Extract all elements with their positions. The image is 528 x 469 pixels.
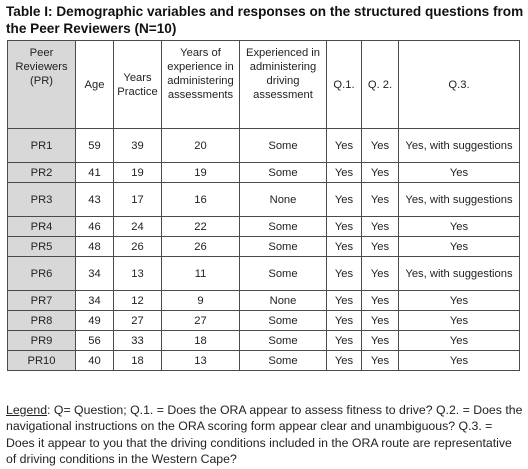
cell-driving-experience: Some — [240, 331, 327, 351]
header-q1: Q.1. — [327, 41, 362, 129]
cell-q2: Yes — [362, 183, 399, 217]
cell-q3: Yes — [399, 217, 520, 237]
cell-age: 43 — [76, 183, 114, 217]
cell-reviewer: PR3 — [8, 183, 76, 217]
cell-age: 49 — [76, 311, 114, 331]
table-row — [8, 257, 520, 291]
cell-reviewer: PR5 — [8, 237, 76, 257]
cell-age: 46 — [76, 217, 114, 237]
cell-years-experience: 26 — [162, 237, 240, 257]
cell-q3: Yes, with suggestions — [399, 257, 520, 291]
cell-years-experience: 19 — [162, 163, 240, 183]
cell-q1: Yes — [327, 331, 362, 351]
cell-q1: Yes — [327, 351, 362, 371]
cell-driving-experience: Some — [240, 351, 327, 371]
cell-q1: Yes — [327, 237, 362, 257]
cell-q1: Yes — [327, 291, 362, 311]
cell-q3: Yes, with suggestions — [399, 183, 520, 217]
cell-age: 41 — [76, 163, 114, 183]
header-q3: Q.3. — [399, 41, 520, 129]
cell-years-practice: 19 — [114, 163, 162, 183]
cell-years-experience: 9 — [162, 291, 240, 311]
cell-years-experience: 13 — [162, 351, 240, 371]
table-legend — [6, 402, 524, 467]
cell-q2: Yes — [362, 291, 399, 311]
cell-driving-experience: Some — [240, 311, 327, 331]
cell-reviewer: PR10 — [8, 351, 76, 371]
table-row — [8, 237, 520, 257]
cell-q1: Yes — [327, 257, 362, 291]
table-row — [8, 217, 520, 237]
reviewer-table — [7, 40, 520, 371]
table-row — [8, 183, 520, 217]
cell-q3: Yes — [399, 237, 520, 257]
cell-reviewer: PR1 — [8, 129, 76, 163]
cell-q3: Yes — [399, 331, 520, 351]
cell-age: 40 — [76, 351, 114, 371]
cell-years-practice: 24 — [114, 217, 162, 237]
cell-age: 34 — [76, 291, 114, 311]
cell-q2: Yes — [362, 237, 399, 257]
header-age: Age — [76, 41, 114, 129]
cell-q1: Yes — [327, 129, 362, 163]
cell-q1: Yes — [327, 311, 362, 331]
cell-reviewer: PR6 — [8, 257, 76, 291]
cell-q3: Yes — [399, 351, 520, 371]
cell-age: 48 — [76, 237, 114, 257]
cell-q1: Yes — [327, 183, 362, 217]
cell-years-practice: 27 — [114, 311, 162, 331]
cell-q1: Yes — [327, 163, 362, 183]
cell-q3: Yes — [399, 291, 520, 311]
cell-driving-experience: None — [240, 183, 327, 217]
legend-label: Legend — [6, 403, 48, 417]
header-years-experience: Years of experience in administering assessments — [162, 41, 240, 129]
cell-years-practice: 26 — [114, 237, 162, 257]
cell-reviewer: PR4 — [8, 217, 76, 237]
cell-years-practice: 39 — [114, 129, 162, 163]
cell-q2: Yes — [362, 129, 399, 163]
cell-reviewer: PR8 — [8, 311, 76, 331]
cell-age: 34 — [76, 257, 114, 291]
table-row — [8, 311, 520, 331]
legend-text: : Q= Question; Q.1. = Does the ORA appear to assess fitness to drive? Q.2. = Does the navigational instructions on the ORA scoring form appear clear and unambiguous? Q.3. = Does it appear to you that the driving conditions included in the ORA route are representative of driving conditions in the Western Cape? — [6, 403, 523, 466]
cell-years-experience: 18 — [162, 331, 240, 351]
cell-driving-experience: Some — [240, 217, 327, 237]
cell-q2: Yes — [362, 331, 399, 351]
cell-q3: Yes — [399, 311, 520, 331]
cell-driving-experience: Some — [240, 257, 327, 291]
header-years-practice: Years Practice — [114, 41, 162, 129]
table-row — [8, 129, 520, 163]
header-peer-reviewers: Peer Reviewers (PR) — [8, 41, 76, 129]
cell-years-practice: 33 — [114, 331, 162, 351]
cell-years-experience: 22 — [162, 217, 240, 237]
cell-years-experience: 16 — [162, 183, 240, 217]
cell-years-experience: 27 — [162, 311, 240, 331]
cell-years-practice: 18 — [114, 351, 162, 371]
cell-q2: Yes — [362, 163, 399, 183]
header-experienced-driving: Experienced in administering driving assessment — [240, 41, 327, 129]
cell-q2: Yes — [362, 311, 399, 331]
cell-q1: Yes — [327, 217, 362, 237]
table-row — [8, 351, 520, 371]
cell-years-experience: 20 — [162, 129, 240, 163]
table-row — [8, 291, 520, 311]
header-q2: Q. 2. — [362, 41, 399, 129]
table-title: Table I: Demographic variables and responses on the structured questions from the Peer Reviewers (N=10) — [6, 4, 524, 36]
cell-age: 56 — [76, 331, 114, 351]
cell-driving-experience: None — [240, 291, 327, 311]
cell-driving-experience: Some — [240, 237, 327, 257]
cell-reviewer: PR2 — [8, 163, 76, 183]
table-row — [8, 163, 520, 183]
cell-q2: Yes — [362, 257, 399, 291]
cell-q2: Yes — [362, 351, 399, 371]
cell-years-practice: 17 — [114, 183, 162, 217]
cell-driving-experience: Some — [240, 129, 327, 163]
cell-reviewer: PR9 — [8, 331, 76, 351]
table-row — [8, 331, 520, 351]
cell-years-experience: 11 — [162, 257, 240, 291]
cell-driving-experience: Some — [240, 163, 327, 183]
cell-q2: Yes — [362, 217, 399, 237]
cell-reviewer: PR7 — [8, 291, 76, 311]
cell-age: 59 — [76, 129, 114, 163]
cell-years-practice: 12 — [114, 291, 162, 311]
cell-q3: Yes — [399, 163, 520, 183]
cell-q3: Yes, with suggestions — [399, 129, 520, 163]
cell-years-practice: 13 — [114, 257, 162, 291]
table-header-row — [8, 41, 520, 129]
